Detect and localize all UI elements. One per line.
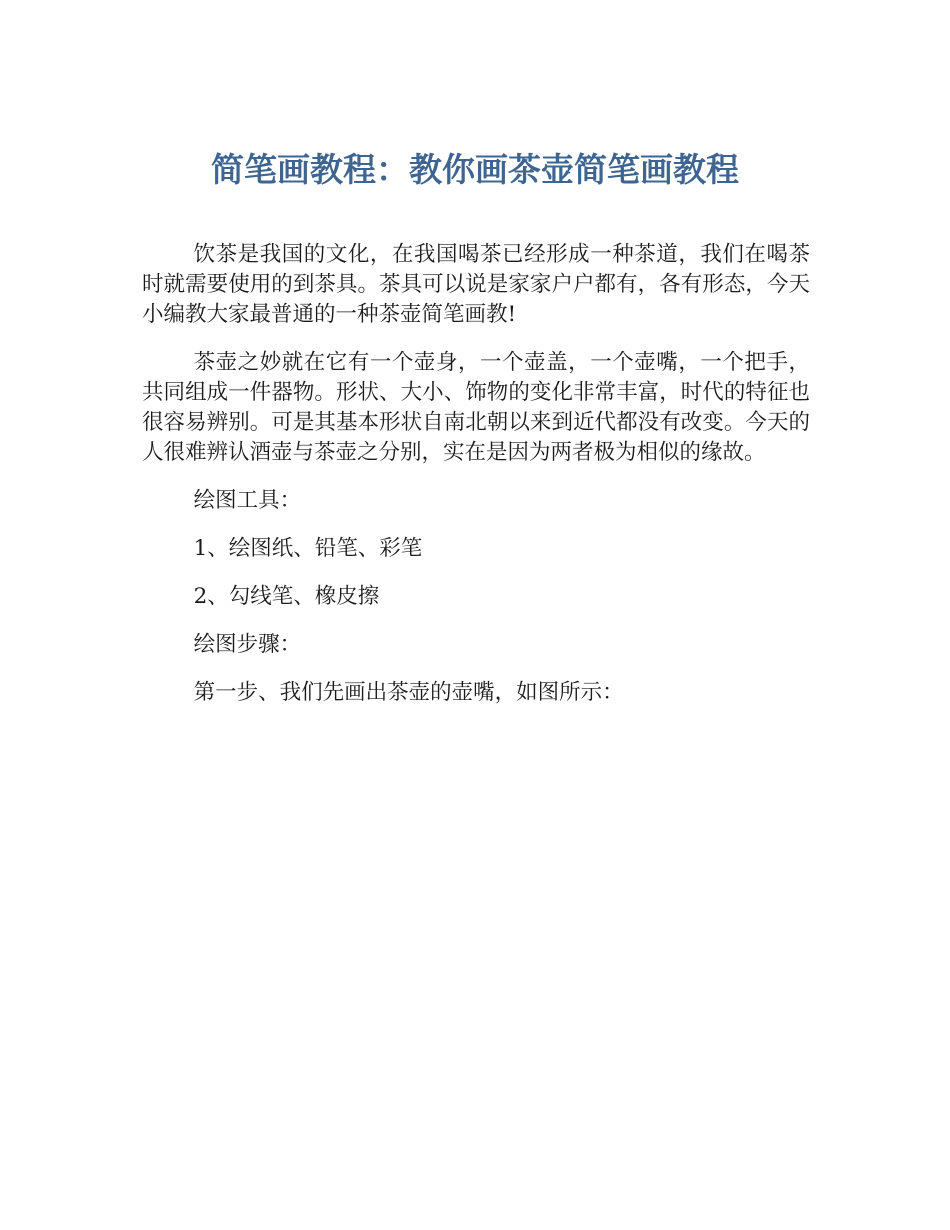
paragraph-steps-heading: 绘图步骤： (193, 632, 302, 657)
paragraph-intro: 饮茶是我国的文化，在我国喝茶已经形成一种茶道，我们在喝茶时就需要使用的到茶具。茶具可以说是家家户户都有，各有形态，今天小编教大家最普通的一种茶壶简笔画教! (142, 242, 810, 327)
document-body (142, 240, 810, 726)
paragraph-tools-item-2: 2、勾线笔、橡皮擦 (193, 584, 380, 609)
paragraph-tools-item-1: 1、绘图纸、铅笔、彩笔 (193, 536, 423, 561)
paragraph-step-1: 第一步、我们先画出茶壶的壶嘴，如图所示： (193, 680, 624, 705)
paragraph-tools-heading: 绘图工具： (193, 488, 302, 513)
page-title: 简笔画教程：教你画茶壶简笔画教程 (211, 150, 739, 189)
paragraph-teapot-description: 茶壶之妙就在它有一个壶身，一个壶盖，一个壶嘴，一个把手，共同组成一件器物。形状、大小、饰物的变化非常丰富，时代的特征也很容易辨别。可是其基本形状自南北朝以来到近代都没有改变。今天的人很难辨认酒壶与茶壶之分别，实在是因为两者极为相似的缘故。 (142, 350, 810, 465)
